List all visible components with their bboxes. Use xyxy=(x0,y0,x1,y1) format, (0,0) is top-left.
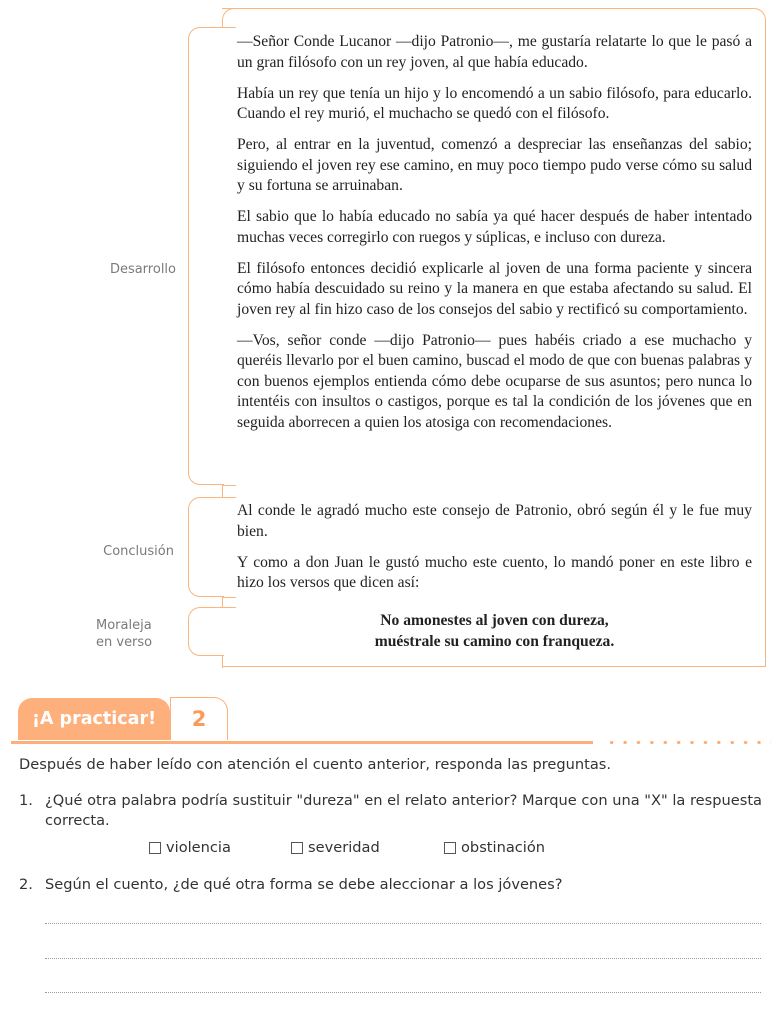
bracket-connector xyxy=(222,656,223,668)
section-divider xyxy=(11,741,593,744)
practice-title-tab: ¡A practicar! xyxy=(18,698,170,740)
bracket-connector xyxy=(222,597,223,607)
story-paragraph: El sabio que lo había educado no sabía ya qué hacer después de haber intentado muchas veces corregirlo con ruegos y súplicas, e incluso con dureza. xyxy=(237,208,752,246)
story-paragraph: Había un rey que tenía un hijo y lo encomendó a un sabio filósofo, para educarlo. Cuando el rey murió, el muchacho se quedó con el filósofo. xyxy=(237,84,752,122)
answer-line[interactable] xyxy=(45,992,761,993)
dotted-divider xyxy=(605,741,771,744)
section-label-moraleja xyxy=(96,617,162,651)
question-1-text xyxy=(45,791,775,831)
question-2-number: 2. xyxy=(19,876,33,893)
bracket-cap xyxy=(222,597,236,598)
checkbox-icon[interactable] xyxy=(149,842,161,854)
option-severidad[interactable] xyxy=(291,839,380,856)
bracket-desarrollo xyxy=(188,27,224,485)
option-label: violencia xyxy=(166,839,231,856)
story-paragraph: Al conde le agradó mucho este consejo de Patronio, obró según él y le fue muy bien. xyxy=(237,502,752,540)
bracket-cap xyxy=(222,27,236,28)
story-desarrollo-text xyxy=(237,32,752,444)
option-violencia[interactable] xyxy=(149,839,231,856)
moraleja-line2: en verso xyxy=(96,635,153,650)
option-label: severidad xyxy=(308,839,380,856)
question-1-line1: ¿Qué otra palabra podría sustituir "dureza" en el relato anterior? Marque con una "X" la respuesta xyxy=(45,792,763,809)
bracket-cap xyxy=(222,607,236,608)
verse-line: No amonestes al joven con dureza, xyxy=(380,612,609,629)
bracket-moraleja xyxy=(188,607,224,656)
moraleja-line1: Moraleja xyxy=(96,618,152,633)
story-paragraph: Y como a don Juan le gustó mucho este cuento, lo mandó poner en este libro e hizo los versos que dicen así: xyxy=(237,553,752,591)
question-1-line2: correcta. xyxy=(45,812,110,829)
story-paragraph: —Vos, señor conde —dijo Patronio— pues habéis criado a ese muchacho y queréis llevarlo por el buen camino, buscad el modo de que con buenas palabras y con buenos ejemplos entienda cómo debe ocuparse de sus asuntos; pero nunca lo intentéis con insultos o castigos, porque es tal la condición de los jóvenes que en seguida aborrecen a quien los atosiga con recomendaciones. xyxy=(237,331,752,431)
practice-instructions: Después de haber leído con atención el cuento anterior, responda las preguntas. xyxy=(19,756,612,773)
option-obstinacion[interactable] xyxy=(444,839,545,856)
section-label-desarrollo: Desarrollo xyxy=(109,262,176,277)
question-1-number: 1. xyxy=(19,792,33,809)
story-paragraph: El filósofo entonces decidió explicarle al joven de una forma paciente y sincera cómo había descuidado su reino y la manera en que estaba afectando su salud. El joven rey al fin hizo caso de los consejos del sabio y rectificó su comportamiento. xyxy=(237,259,752,318)
verse-line: muéstrale su camino con franqueza. xyxy=(374,633,615,650)
answer-line[interactable] xyxy=(45,923,761,924)
story-frame-corner xyxy=(222,8,244,28)
question-2-text: Según el cuento, ¿de qué otra forma se debe aleccionar a los jóvenes? xyxy=(45,876,563,893)
option-label: obstinación xyxy=(461,839,546,856)
moral-verse xyxy=(237,610,752,652)
checkbox-icon[interactable] xyxy=(444,842,456,854)
story-paragraph: Pero, al entrar en la juventud, comenzó a despreciar las enseñanzas del sabio; siguiendo el joven rey ese camino, en muy poco tiempo pudo verse cómo su salud y su fortuna se arruinaban. xyxy=(237,136,752,194)
answer-line[interactable] xyxy=(45,958,761,959)
section-label-conclusion: Conclusión xyxy=(103,544,174,559)
bracket-cap xyxy=(222,497,236,498)
story-paragraph: —Señor Conde Lucanor —dijo Patronio—, me gustaría relatarte lo que le pasó a un gran filósofo con un rey joven, al que había educado. xyxy=(237,33,752,71)
bracket-conclusion xyxy=(188,497,224,597)
bracket-connector xyxy=(222,485,223,497)
practice-number-tab: 2 xyxy=(170,697,228,740)
checkbox-icon[interactable] xyxy=(291,842,303,854)
bracket-cap xyxy=(222,485,236,486)
story-conclusion-text xyxy=(237,501,752,604)
